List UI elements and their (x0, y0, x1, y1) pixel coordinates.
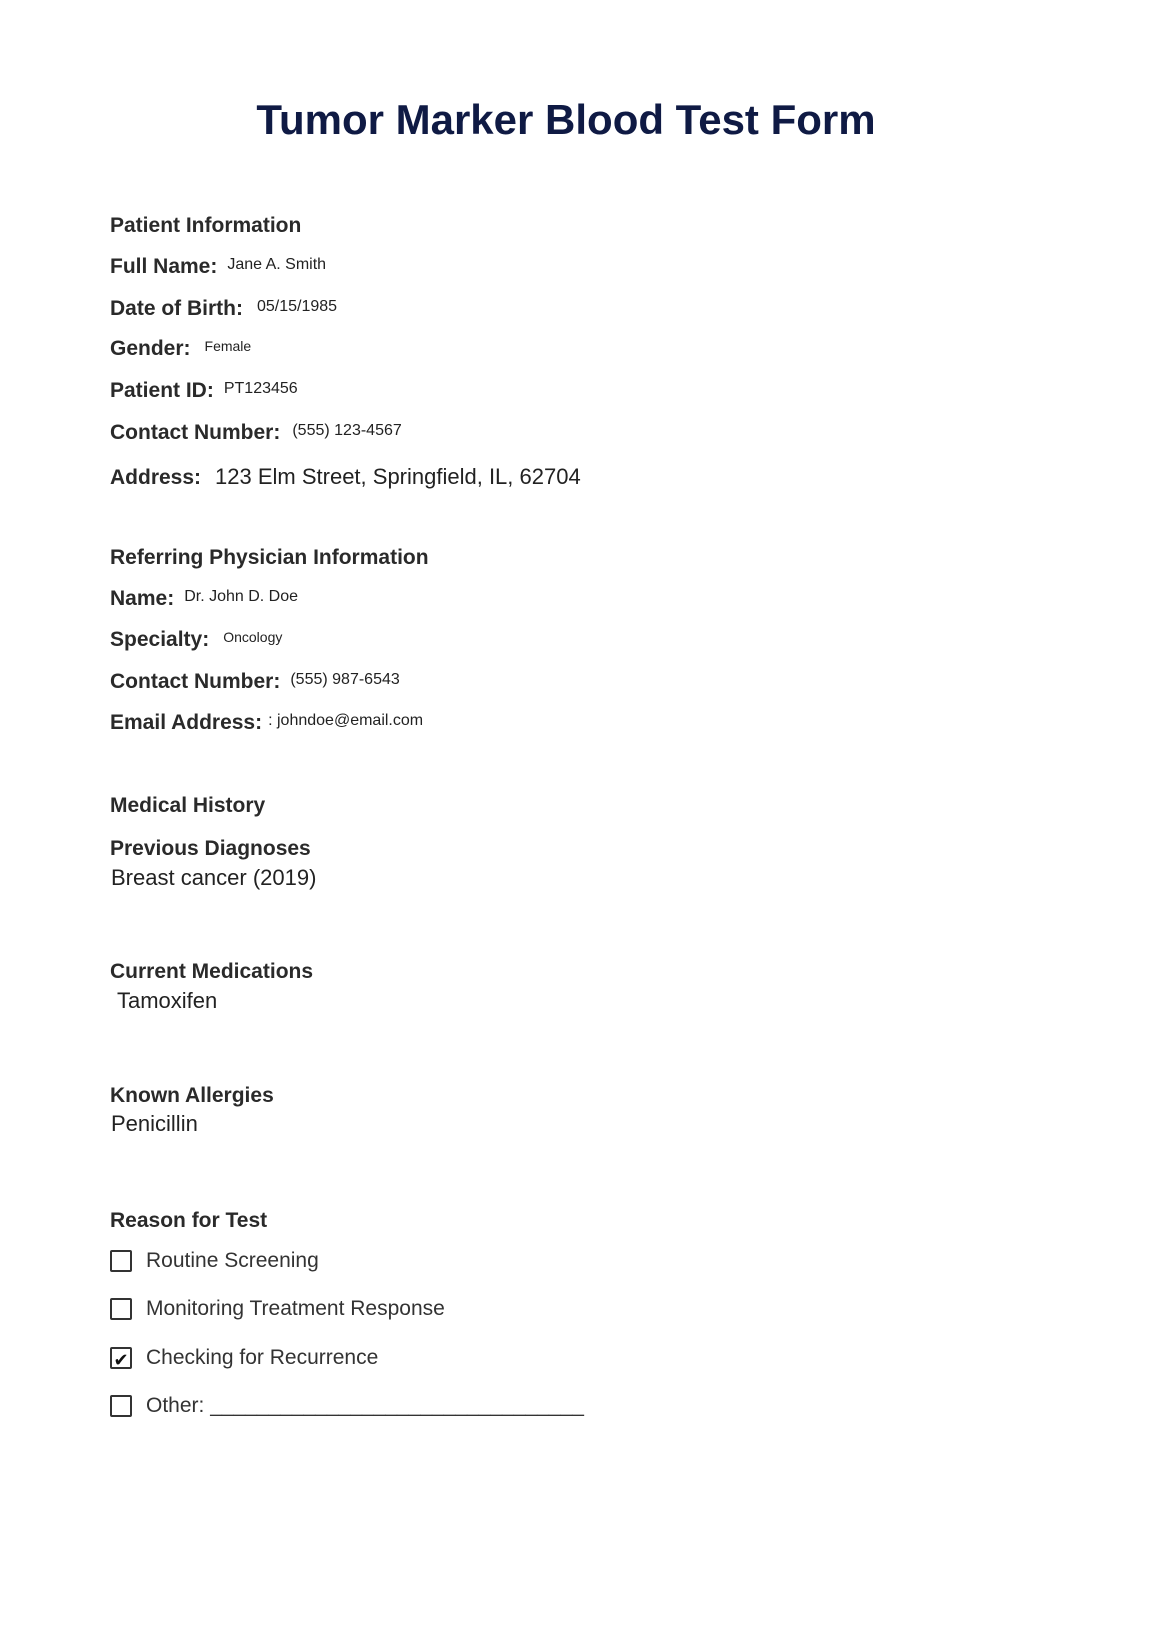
field-label: Gender: (110, 337, 191, 360)
field-email (110, 711, 423, 735)
field-specialty (110, 628, 282, 652)
field-value: Jane A. Smith (227, 256, 327, 273)
checkmark-icon: ✔ (113, 1350, 129, 1370)
field-value: (555) 987-6543 (290, 671, 400, 688)
known-allergies-label: Known Allergies (110, 1084, 274, 1107)
field-value: PT123456 (223, 380, 298, 397)
field-label: Email Address: (110, 711, 263, 734)
form-title: Tumor Marker Blood Test Form (256, 96, 876, 143)
field-value: 05/15/1985 (257, 298, 338, 315)
field-dob (110, 297, 337, 321)
field-value: Dr. John D. Doe (184, 588, 299, 605)
medical-history-heading: Medical History (110, 794, 266, 817)
previous-diagnoses-label: Previous Diagnoses (110, 837, 311, 860)
current-medications-label: Current Medications (110, 960, 314, 983)
checkbox[interactable] (110, 1395, 132, 1417)
reason-heading: Reason for Test (110, 1209, 268, 1232)
option-label: Routine Screening (146, 1249, 319, 1272)
known-allergies-value: Penicillin (111, 1111, 198, 1136)
physician-info-heading: Referring Physician Information (110, 546, 429, 569)
field-label: Full Name: (110, 255, 218, 278)
field-label: Specialty: (110, 628, 210, 651)
field-value: Female (204, 338, 252, 354)
field-gender (110, 337, 251, 361)
checkbox[interactable] (110, 1250, 132, 1272)
field-value: (555) 123-4567 (292, 422, 402, 439)
field-physician-name (110, 587, 298, 611)
field-label: Patient ID: (110, 379, 214, 402)
checkbox[interactable] (110, 1298, 132, 1320)
field-value: Oncology (223, 629, 283, 645)
field-value: 123 Elm Street, Springfield, IL, 62704 (215, 464, 581, 489)
field-value: : johndoe@email.com (268, 712, 424, 729)
field-patient-id (110, 379, 298, 403)
previous-diagnoses-value: Breast cancer (2019) (111, 865, 317, 890)
field-full-name (110, 255, 326, 279)
option-label: Other: ________________________________ (146, 1394, 584, 1417)
field-address (110, 464, 581, 490)
field-patient-contact (110, 421, 402, 445)
field-label: Contact Number: (110, 670, 281, 693)
current-medications-value: Tamoxifen (117, 988, 218, 1013)
option-routine-screening[interactable] (110, 1249, 319, 1273)
field-physician-contact (110, 670, 400, 694)
field-label: Address: (110, 466, 202, 489)
patient-info-heading: Patient Information (110, 214, 302, 237)
option-other[interactable] (110, 1394, 584, 1418)
option-label: Monitoring Treatment Response (146, 1297, 445, 1320)
option-monitoring-treatment[interactable] (110, 1297, 445, 1321)
field-label: Name: (110, 587, 175, 610)
field-label: Contact Number: (110, 421, 281, 444)
option-checking-recurrence[interactable] (110, 1346, 378, 1370)
checkbox-checked[interactable] (110, 1347, 132, 1369)
field-label: Date of Birth: (110, 297, 243, 320)
option-label: Checking for Recurrence (146, 1346, 379, 1369)
